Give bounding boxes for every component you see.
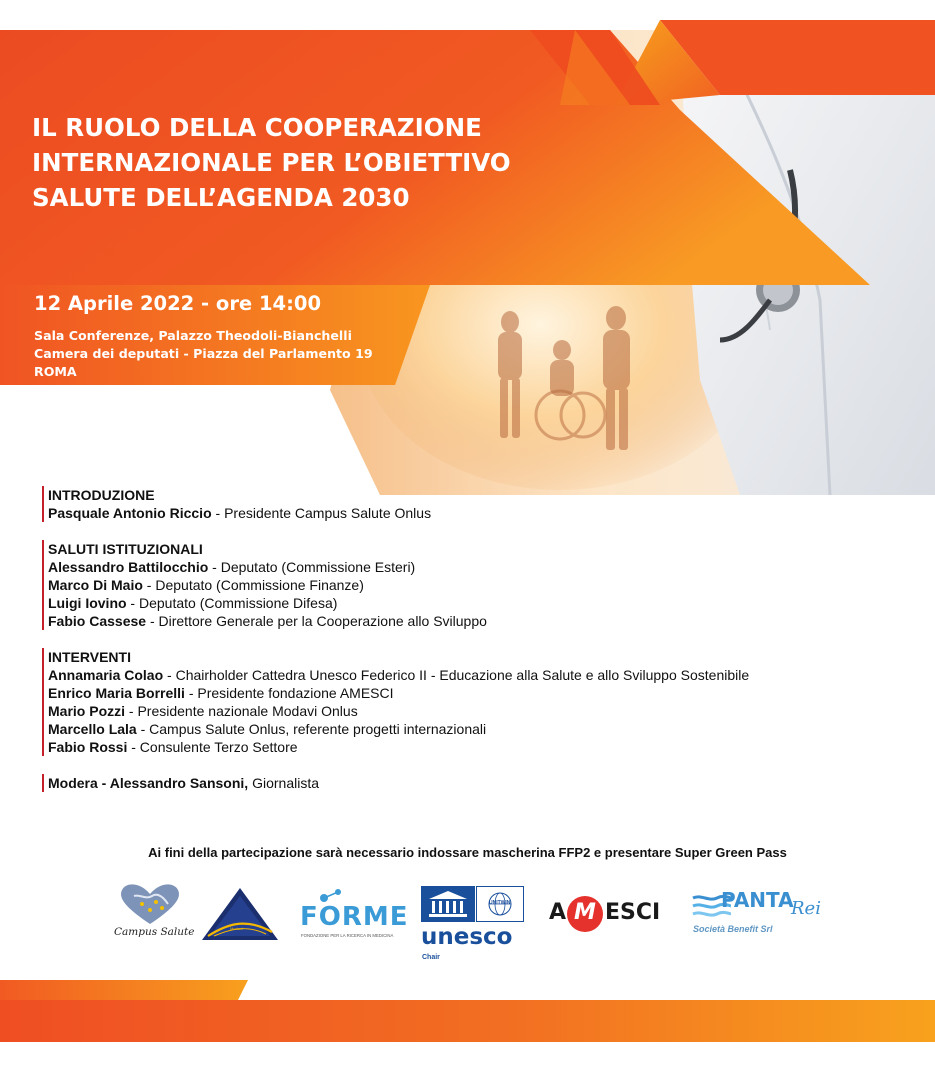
speaker-role: - Deputato (Commissione Difesa) — [126, 595, 338, 611]
speaker-row — [48, 504, 918, 522]
speaker-row — [48, 720, 918, 738]
campus-salute-text: Campus Salute — [114, 926, 195, 938]
speaker-name: Luigi Iovino — [48, 595, 127, 611]
participation-notice: Ai fini della partecipazione sarà necessario indossare mascherina FFP2 e presentare Super Green Pass — [148, 845, 787, 860]
speaker-name: Fabio Cassese — [48, 613, 147, 629]
footer-band — [0, 978, 935, 1048]
speaker-name: Enrico Maria Borrelli — [48, 685, 185, 701]
speaker-row — [48, 684, 918, 702]
speaker-name: Mario Pozzi — [48, 703, 126, 719]
speaker-role: - Presidente nazionale Modavi Onlus — [125, 703, 358, 719]
modavi-logo — [200, 886, 280, 942]
program-list — [48, 486, 918, 792]
section-marker — [42, 648, 44, 756]
forme-logo — [300, 886, 409, 942]
speaker-row — [48, 558, 918, 576]
moderator-role: Giornalista — [248, 775, 320, 791]
amesci-logo — [549, 894, 671, 934]
speaker-role: - Presidente fondazione AMESCI — [184, 685, 394, 701]
section-marker — [42, 774, 44, 792]
venue-line-1: Sala Conferenze, Palazzo Theodoli-Bianchelli — [34, 328, 352, 343]
speaker-name: Fabio Rossi — [48, 739, 128, 755]
amesci-m: M — [574, 900, 596, 925]
speaker-name: Annamaria Colao — [48, 667, 164, 683]
speaker-role: - Direttore Generale per la Cooperazione allo Sviluppo — [146, 613, 487, 629]
moderator-name: Modera - Alessandro Sansoni, — [48, 775, 249, 791]
heart-globe-icon — [112, 882, 188, 926]
speaker-name: Alessandro Battilocchio — [48, 559, 209, 575]
speaker-name: Marco Di Maio — [48, 577, 143, 593]
modavi-text: Modavi — [230, 926, 243, 931]
speaker-name: Marcello Lala — [48, 721, 137, 737]
rei-text: Rei — [791, 898, 821, 919]
speaker-name: Pasquale Antonio Riccio — [48, 505, 212, 521]
event-title-line-3: SALUTE DELL’AGENDA 2030 — [32, 183, 410, 212]
hero-banner — [0, 0, 935, 500]
unesco-text: unesco — [421, 924, 513, 950]
section-heading-interventi: INTERVENTI — [48, 649, 131, 665]
triangle-icon — [200, 886, 280, 942]
speaker-row — [48, 738, 918, 756]
amesci-esci: ESCI — [605, 900, 661, 925]
amesci-m-circle — [567, 896, 603, 932]
speaker-role: - Consulente Terzo Settore — [127, 739, 298, 755]
panta-rei-logo — [691, 886, 821, 938]
speaker-role: - Presidente Campus Salute Onlus — [211, 505, 432, 521]
temple-icon — [421, 886, 475, 922]
speaker-role: - Deputato (Commissione Finanze) — [142, 577, 364, 593]
footer-artwork — [0, 978, 935, 1048]
venue-line-2: Camera dei deputati - Piazza del Parlamento 19 — [34, 346, 373, 361]
unesco-temple-box — [421, 886, 475, 922]
section-marker — [42, 486, 44, 522]
section-heading-saluti: SALUTI ISTITUZIONALI — [48, 541, 203, 557]
speaker-row — [48, 666, 918, 684]
unesco-chair-text: Chair — [422, 954, 440, 961]
venue-line-3: ROMA — [34, 364, 77, 379]
unitwin-box — [476, 886, 524, 922]
hero-artwork — [0, 0, 935, 500]
unitwin-text: UNITWIN — [489, 900, 511, 906]
speaker-row — [48, 576, 918, 594]
speaker-role: - Chairholder Cattedra Unesco Federico II - Educazione alla Salute e allo Sviluppo Sostenibile — [163, 667, 750, 683]
speaker-row — [48, 612, 918, 630]
speaker-role: - Campus Salute Onlus, referente progetti internazionali — [136, 721, 487, 737]
forme-text: FORME — [300, 902, 409, 932]
section-marker — [42, 540, 44, 630]
unesco-chair-logo — [421, 886, 525, 966]
event-title-line-2: INTERNAZIONALE PER L’OBIETTIVO — [32, 148, 511, 177]
event-date: 12 Aprile 2022 - ore 14:00 — [34, 292, 322, 315]
speaker-role: - Deputato (Commissione Esteri) — [208, 559, 416, 575]
moderator-row — [48, 774, 918, 792]
campus-salute-logo — [112, 882, 195, 944]
amesci-a: A — [549, 900, 567, 925]
panta-subtitle: Società Benefit Srl — [693, 924, 773, 934]
event-title-line-1: IL RUOLO DELLA COOPERAZIONE — [32, 113, 482, 142]
panta-text: PANTA — [721, 888, 794, 912]
section-heading-introduzione: INTRODUZIONE — [48, 487, 155, 503]
speaker-row — [48, 594, 918, 612]
forme-subtitle: FONDAZIONE PER LA RICERCA IN MEDICINA — [301, 933, 394, 938]
speaker-row — [48, 702, 918, 720]
